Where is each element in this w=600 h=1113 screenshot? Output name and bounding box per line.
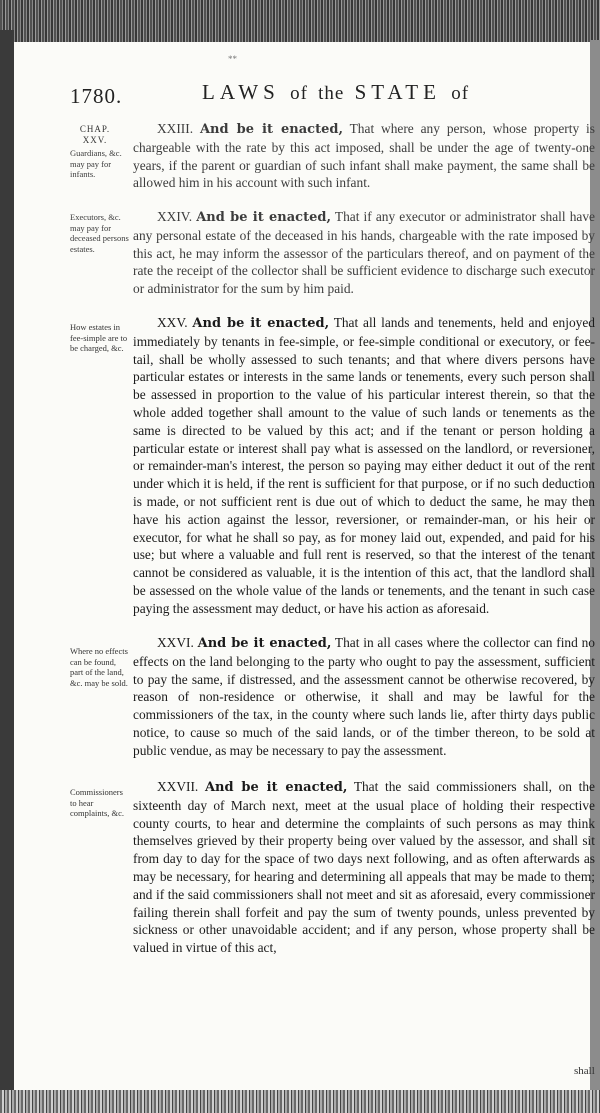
section-body bbox=[133, 120, 595, 192]
section-numeral: XXVII. bbox=[157, 779, 199, 794]
running-of: of bbox=[290, 83, 308, 104]
running-the: the bbox=[318, 83, 345, 104]
scan-border-top bbox=[0, 0, 600, 42]
section-numeral: XXVI. bbox=[157, 635, 194, 650]
page-mark: ** bbox=[228, 54, 237, 64]
enacting-clause: And be it enacted, bbox=[199, 122, 343, 137]
section-text: That in all cases where the collector can find no effects on the land belonging to the party who ought to pay the assessment, sufficient to pay the same, if distressed, and the assessment cannot be otherwise recovered, by reason of non-residence or otherwise, it shall and may be lawful for the commissioners of the tax, in the county where such lands lie, after thirty days public notice, to cause so much of the said lands, or of the timber thereon, to be sold at public vendue, as may be necessary to pay the assessment. bbox=[133, 635, 595, 758]
section-numeral: XXIV. bbox=[157, 209, 193, 224]
section-body bbox=[133, 778, 595, 957]
section-xxvi bbox=[133, 634, 595, 760]
enacting-clause: And be it enacted, bbox=[204, 780, 348, 795]
section-text: That all lands and tenements, held and enjoyed immediately by tenants in fee-simple, or fee-simple conditional or executory, or fee-tail, shall be wholly assessed to such tenants; and that where divers persons have particular estates or interests in the same lands or tenements, every such person shall be assessed in proportion to the value of his particular interest therein, so that the whole added together shall amount to the value of such lands or tenements as the same is directed to be valued by this act; and if the tenant or person holding a particular estate or interest shall pay what is assessed on the landlord, or reversioner, or remainder-man's interest, the person so paying may either deduct it out of the rent under which it is held, if the rent is sufficient for that purpose, or if no such deduction is made, or not sufficient rent is due out of which to deduct the same, he may then have his action against the lessor, reversioner, or remainder-man, or his heir or executor, for what he shall so pay, as for money laid out, expended, and paid for his use; but where a valuable and full rent is reserved, so that the interest of the tenant cannot be considered as valuable, it is the intention of this act, that the landlord shall be assessed on the whole value of the lands or tenements, and the tenant in such case paying the assessment may deduct, or have his action as aforesaid. bbox=[133, 315, 596, 616]
section-text: That if any executor or administrator shall have any personal estate of the deceased in his hands, chargeable with the rate imposed by this act, he may inform the assessor of the particulars thereof, and on payment of the rate the receipt of the collector shall be sufficient evidence to discharge such executor or administrator for the sum by him paid. bbox=[133, 209, 595, 297]
running-title bbox=[202, 80, 532, 105]
section-xxv bbox=[133, 314, 595, 618]
section-body bbox=[133, 208, 595, 298]
catchword: shall bbox=[574, 1065, 595, 1077]
section-text: That the said commissioners shall, on the sixteenth day of March next, meet at the usual place of holding their respective county courts, to hear and determine the complaints of such persons as may think themselves grieved by their property being over valued by the assessor, and shall sit from day to day for the space of two days next following, and as often afterwards as may be necessary, for hearing and determining all appeals that may be made to them; and if the said commissioners shall not meet and sit as aforesaid, every commissioner failing therein shall forfeit and pay the sum of twenty pounds, unless prevented by sickness or other unavoidable accident; and if any person, whose property shall be valued in virtue of this act, bbox=[133, 779, 596, 956]
enacting-clause: And be it enacted, bbox=[197, 636, 332, 651]
enacting-clause: And be it enacted, bbox=[192, 316, 330, 331]
scan-border-left bbox=[0, 30, 14, 1100]
section-numeral: XXV. bbox=[157, 315, 188, 330]
enacting-clause: And be it enacted, bbox=[196, 210, 331, 225]
section-body bbox=[133, 634, 595, 760]
section-xxiii bbox=[133, 120, 595, 192]
margin-note-xxvii: Commissioners to hear complaints, &c. bbox=[70, 787, 125, 818]
running-of-2: of bbox=[451, 83, 470, 104]
margin-note-xxvi: Where no effects can be found, part of the land, &c. may be sold. bbox=[70, 646, 128, 688]
margin-note-xxiv: Executors, &c. may pay for deceased persons estates. bbox=[70, 212, 129, 254]
section-xxiv bbox=[133, 208, 595, 298]
running-state: STATE bbox=[354, 80, 441, 104]
section-body bbox=[133, 314, 595, 618]
margin-note-xxiii: Guardians, &c. may pay for infants. bbox=[70, 148, 122, 179]
document-page bbox=[14, 42, 596, 1092]
section-xxvii bbox=[133, 778, 595, 957]
scan-border-bottom bbox=[0, 1090, 600, 1113]
section-text: That where any person, whose property is chargeable with the rate by this act imposed, shall be under the age of twenty-one years, if the parent or guardian of such infant shall make payment, the same shall be allowed him in his account with such infant. bbox=[133, 121, 595, 191]
section-numeral: XXIII. bbox=[157, 121, 194, 136]
page-year: 1780. bbox=[70, 84, 123, 108]
chapter-number: XXV. bbox=[82, 135, 108, 145]
chapter-label bbox=[70, 124, 120, 146]
margin-note-xxv: How estates in fee-simple are to be charged, &c. bbox=[70, 322, 128, 353]
running-laws: LAWS bbox=[202, 80, 280, 104]
chapter-word: CHAP. bbox=[79, 124, 111, 134]
